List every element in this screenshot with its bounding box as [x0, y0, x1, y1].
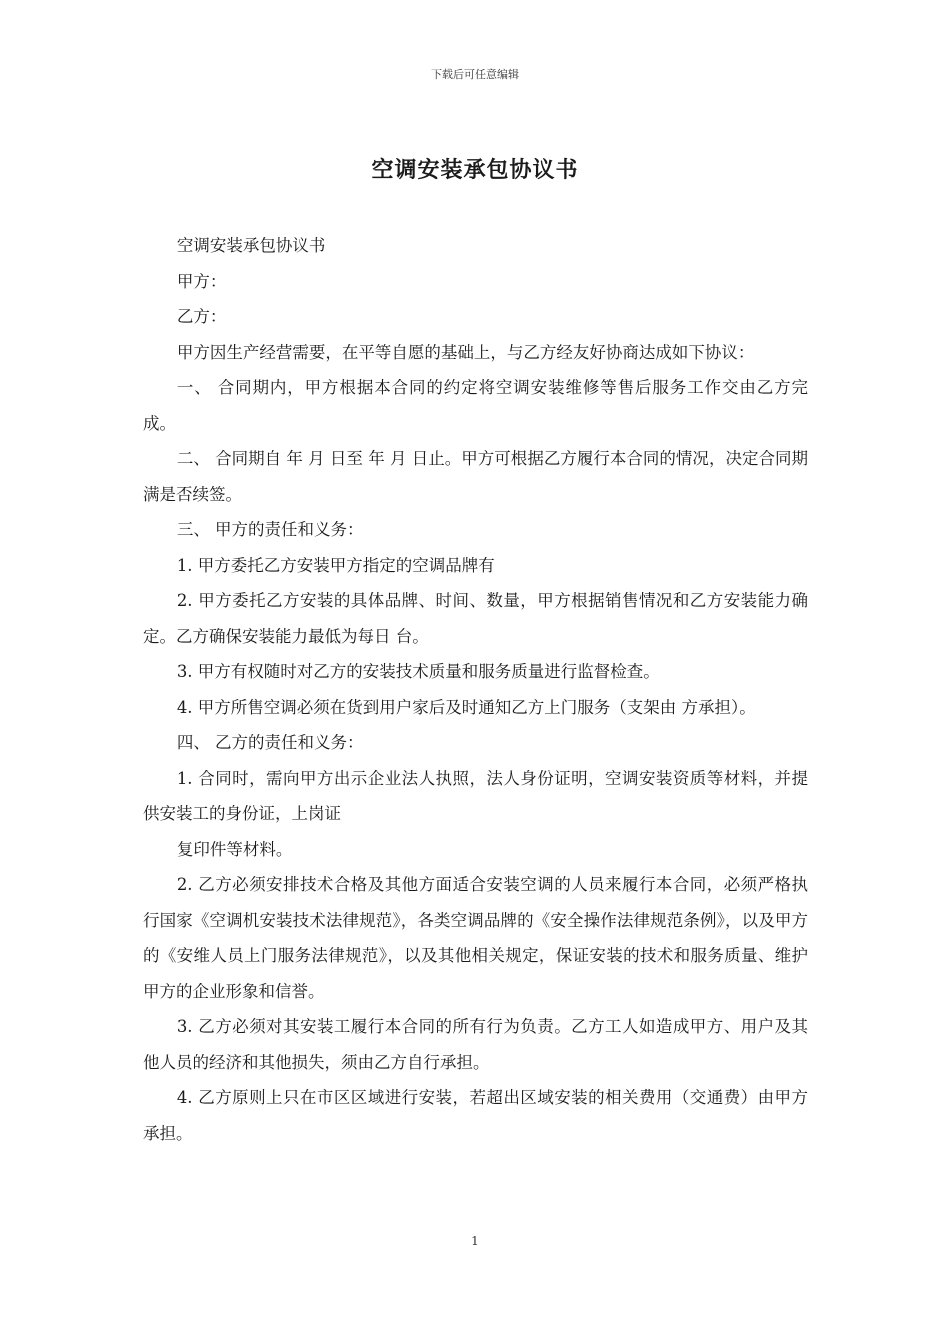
paragraph-clause-4-item-3: 3. 乙方必须对其安装工履行本合同的所有行为负责。乙方工人如造成甲方、用户及其他人员的经济和其他损失，须由乙方自行承担。 — [143, 1017, 808, 1072]
paragraph-party-b: 乙方： — [176, 307, 227, 326]
paragraph-clause-4-heading: 四、 乙方的责任和义务： — [176, 733, 364, 752]
paragraph-clause-3-heading: 三、 甲方的责任和义务： — [176, 520, 364, 539]
paragraph-preamble: 甲方因生产经营需要，在平等自愿的基础上，与乙方经友好协商达成如下协议： — [176, 342, 755, 362]
paragraph-clause-1: 一、 合同期内，甲方根据本合同的约定将空调安装维修等售后服务工作交由乙方完成。 — [143, 378, 808, 433]
paragraph-clause-4-item-1: 1. 合同时，需向甲方出示企业法人执照，法人身份证明，空调安装资质等材料，并提供安装工的身份证，上岗证 — [143, 768, 808, 823]
paragraph-clause-3-item-4: 4. 甲方所售空调必须在货到用户家后及时通知乙方上门服务（支架由 方承担）。 — [176, 697, 756, 717]
header-note: 下载后可任意编辑 — [431, 68, 519, 81]
paragraph-clause-4-item-2: 2. 乙方必须安排技术合格及其他方面适合安装空调的人员来履行本合同，必须严格执行国家《空调机安装技术法律规范》，各类空调品牌的《安全操作法律规范条例》，以及甲方的《安维人员上门服务法律规范》，以及其他相关规定，保证安装的技术和服务质量、维护甲方的企业形象和信誉。 — [143, 875, 808, 1001]
paragraph-party-a: 甲方： — [176, 271, 227, 291]
paragraph-clause-3-item-1: 1. 甲方委托乙方安装甲方指定的空调品牌有 — [176, 555, 495, 575]
document-title: 空调安装承包协议书 — [371, 157, 579, 183]
paragraph-clause-2: 二、 合同期自 年 月 日至 年 月 日止。甲方可根据乙方履行本合同的情况，决定合同期满是否续签。 — [143, 449, 808, 504]
paragraph-subtitle: 空调安装承包协议书 — [176, 236, 326, 255]
paragraph-clause-4-item-4: 4. 乙方原则上只在市区区域进行安装，若超出区域安装的相关费用（交通费）由甲方承担。 — [143, 1088, 808, 1143]
document-body — [143, 228, 808, 1151]
paragraph-clause-4-item-1-cont: 复印件等材料。 — [176, 839, 293, 859]
paragraph-clause-3-item-3: 3. 甲方有权随时对乙方的安装技术质量和服务质量进行监督检查。 — [176, 662, 660, 681]
paragraph-clause-3-item-2: 2. 甲方委托乙方安装的具体品牌、时间、数量，甲方根据销售情况和乙方安装能力确定。乙方确保安装能力最低为每日 台。 — [143, 591, 808, 646]
page-number: 1 — [471, 1234, 479, 1248]
